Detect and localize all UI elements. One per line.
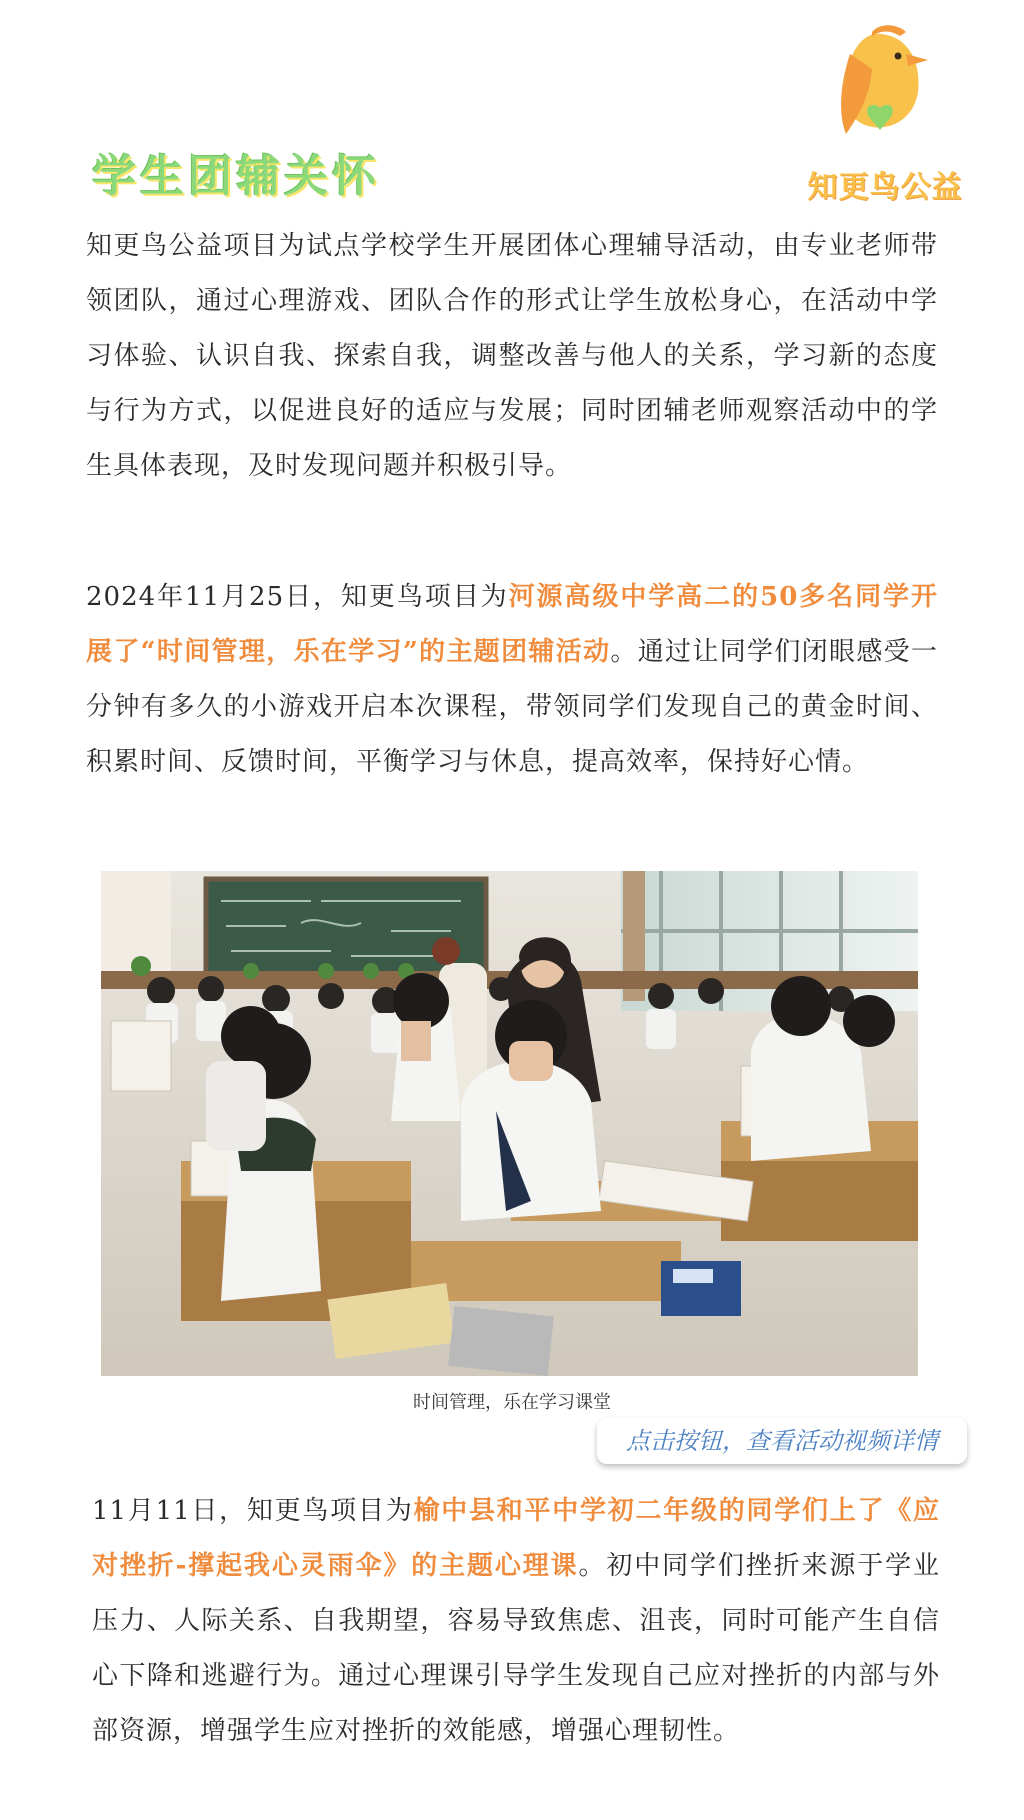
activity-paragraph-heyuan: [86, 570, 938, 790]
brand-logo: [790, 14, 980, 214]
activity-paragraph-yuzhong: [92, 1484, 940, 1759]
paragraph-text: 11月11日，知更鸟项目为: [92, 1496, 414, 1526]
section-heading: 学生团辅关怀: [92, 151, 380, 202]
highlighted-event: 河源高级中学高二的50多名同学开展了“时间管理，乐在学习”的主题团辅活动: [86, 582, 938, 667]
intro-paragraph: 知更鸟公益项目为试点学校学生开展团体心理辅导活动，由专业老师带领团队，通过心理游戏、团队合作的形式让学生放松身心，在活动中学习体验、认识自我、探索自我，调整改善与他人的关系，学习新的态度与行为方式，以促进良好的适应与发展；同时团辅老师观察活动中的学生具体表现，及时发现问题并积极引导。: [86, 231, 938, 481]
paragraph-text: 2024年11月25日，知更鸟项目为: [86, 582, 509, 612]
paragraph-text: 。初中同学们挫折来源于学业压力、人际关系、自我期望，容易导致焦虑、沮丧，同时可能产生自信心下降和逃避行为。通过心理课引导学生发现自己应对挫折的内部与外部资源，增强学生应对挫折的效能感，增强心理韧性。: [92, 1551, 940, 1746]
robin-bird-icon: [810, 14, 940, 164]
classroom-photo: [101, 871, 918, 1376]
photo-caption: 时间管理，乐在学习课堂: [413, 1392, 611, 1413]
logo-text: 知更鸟公益: [807, 170, 963, 205]
classroom-illustration: [101, 871, 918, 1376]
paragraph-text: 。通过让同学们闭眼感受一分钟有多久的小游戏开启本次课程，带领同学们发现自己的黄金时间、积累时间、反馈时间，平衡学习与休息，提高效率，保持好心情。: [86, 637, 938, 777]
view-video-button[interactable]: 点击按钮，查看活动视频详情: [597, 1418, 967, 1464]
highlighted-event: 榆中县和平中学初二年级的同学们上了《应对挫折-撑起我心灵雨伞》的主题心理课: [92, 1496, 940, 1581]
